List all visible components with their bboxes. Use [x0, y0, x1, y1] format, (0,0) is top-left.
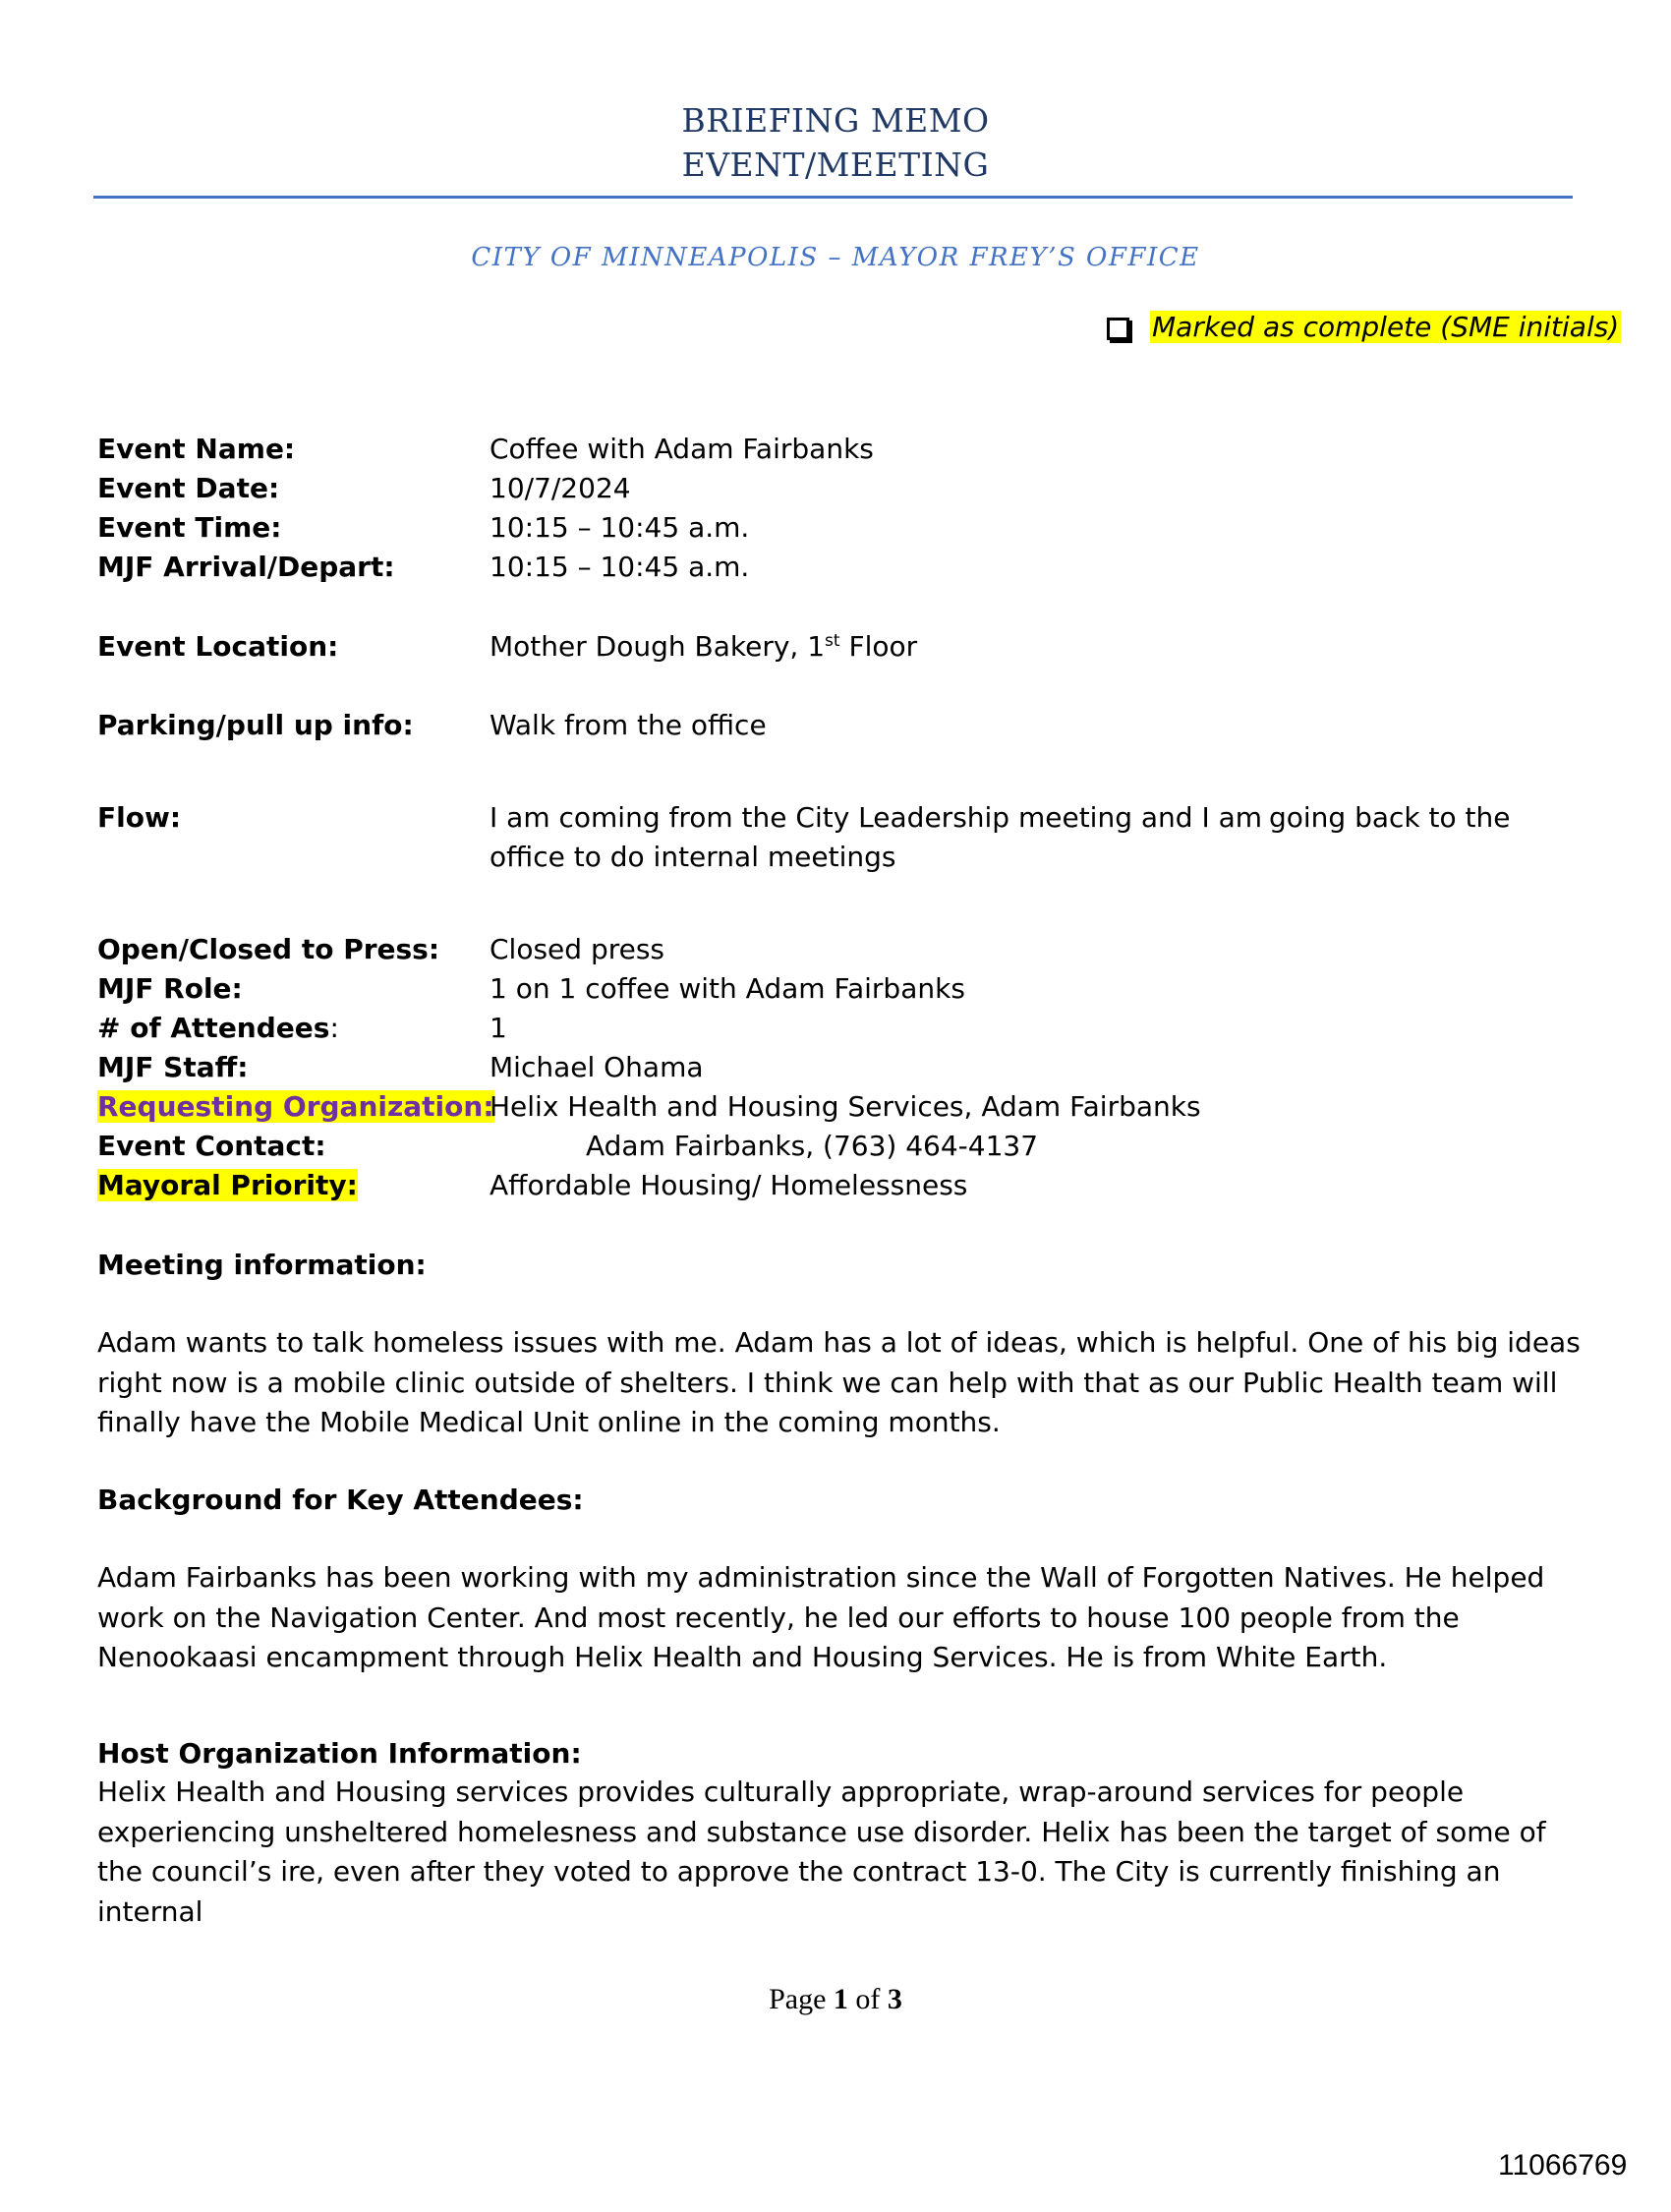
role-value: 1 on 1 coffee with Adam Fairbanks — [490, 972, 965, 1005]
location-value — [490, 630, 917, 663]
mayoral-priority-label: Mayoral Priority: — [97, 1169, 358, 1201]
flow-line1-a: I am coming from the City Leadership meeting and I am — [490, 801, 1263, 834]
page-of: of — [855, 1983, 881, 2015]
complete-label: Marked as complete (SME initials) — [1152, 311, 1620, 343]
document-id: 11066769 — [1498, 2149, 1628, 2182]
location-sup: st — [825, 631, 840, 651]
event-time-label: Event Time: — [97, 511, 282, 544]
location-suffix: Floor — [839, 630, 918, 663]
meeting-info-heading: Meeting information: — [97, 1249, 427, 1281]
meeting-info-text: Adam wants to talk homeless issues with me. Adam has a lot of ideas, which is helpful. One of his big ideas right now is a mobile clinic outside of shelters. I think we can help with that as our Public Health team will finally have the Mobile Medical Unit online in the coming months. — [97, 1326, 1581, 1438]
location-text: Mother Dough Bakery, 1 — [490, 630, 826, 663]
attendees-label — [97, 1012, 339, 1044]
host-org-text: Helix Health and Housing services provides culturally appropriate, wrap-around services for people experiencing unsheltered homelesness and substance use disorder. Helix has been the target of some of the council’s ire, even after they voted to approve the contract 13-0. The City is currently finishing an internal — [97, 1775, 1546, 1928]
press-value: Closed press — [490, 933, 665, 965]
background-heading: Background for Key Attendees: — [97, 1484, 584, 1516]
attendees-value: 1 — [490, 1012, 507, 1044]
header-divider — [93, 196, 1573, 199]
arrival-value: 10:15 – 10:45 a.m. — [490, 551, 750, 583]
staff-label: MJF Staff: — [97, 1051, 249, 1083]
background-text: Adam Fairbanks has been working with my administration since the Wall of Forgotten Natives. He helped work on the Navigation Center. And most recently, he led our efforts to house 100 people from the Nenookaasi encampment through Helix Health and Housing Services. He is from White Earth. — [97, 1561, 1545, 1673]
requesting-org-value: Helix Health and Housing Services, Adam Fairbanks — [490, 1090, 1201, 1123]
requesting-org-label: Requesting Organization: — [97, 1090, 494, 1123]
event-date-value: 10/7/2024 — [490, 472, 631, 504]
contact-value: Adam Fairbanks, (763) 464-4137 — [586, 1130, 1039, 1162]
page-total: 3 — [887, 1983, 902, 2015]
attendees-label-text: # of Attendees — [97, 1012, 330, 1044]
event-name-value: Coffee with Adam Fairbanks — [490, 433, 874, 465]
page-current: 1 — [833, 1983, 848, 2015]
office-name: CITY OF MINNEAPOLIS – MAYOR FREY’S OFFICE — [471, 243, 1200, 272]
page-word: Page — [769, 1983, 827, 2015]
complete-checkbox[interactable] — [1107, 318, 1129, 340]
event-time-value: 10:15 – 10:45 a.m. — [490, 511, 750, 544]
flow-line2: office to do internal meetings — [490, 841, 896, 873]
parking-label: Parking/pull up info: — [97, 709, 414, 741]
staff-value: Michael Ohama — [490, 1051, 704, 1083]
role-label: MJF Role: — [97, 972, 243, 1005]
parking-value: Walk from the office — [490, 709, 767, 741]
page-number — [0, 1983, 1671, 2016]
press-label: Open/Closed to Press: — [97, 933, 440, 965]
arrival-label: MJF Arrival/Depart: — [97, 551, 395, 583]
mayoral-priority-value: Affordable Housing/ Homelessness — [490, 1169, 968, 1201]
flow-line1-b: going back to the — [1269, 801, 1511, 834]
host-org-heading: Host Organization Information: — [97, 1737, 582, 1770]
flow-label: Flow: — [97, 801, 182, 834]
event-name-label: Event Name: — [97, 433, 296, 465]
attendees-label-colon: : — [329, 1012, 339, 1044]
memo-subtitle: EVENT/MEETING — [681, 146, 990, 184]
location-label: Event Location: — [97, 630, 339, 663]
memo-title: BRIEFING MEMO — [681, 101, 990, 140]
event-date-label: Event Date: — [97, 472, 280, 504]
contact-label: Event Contact: — [97, 1130, 326, 1162]
